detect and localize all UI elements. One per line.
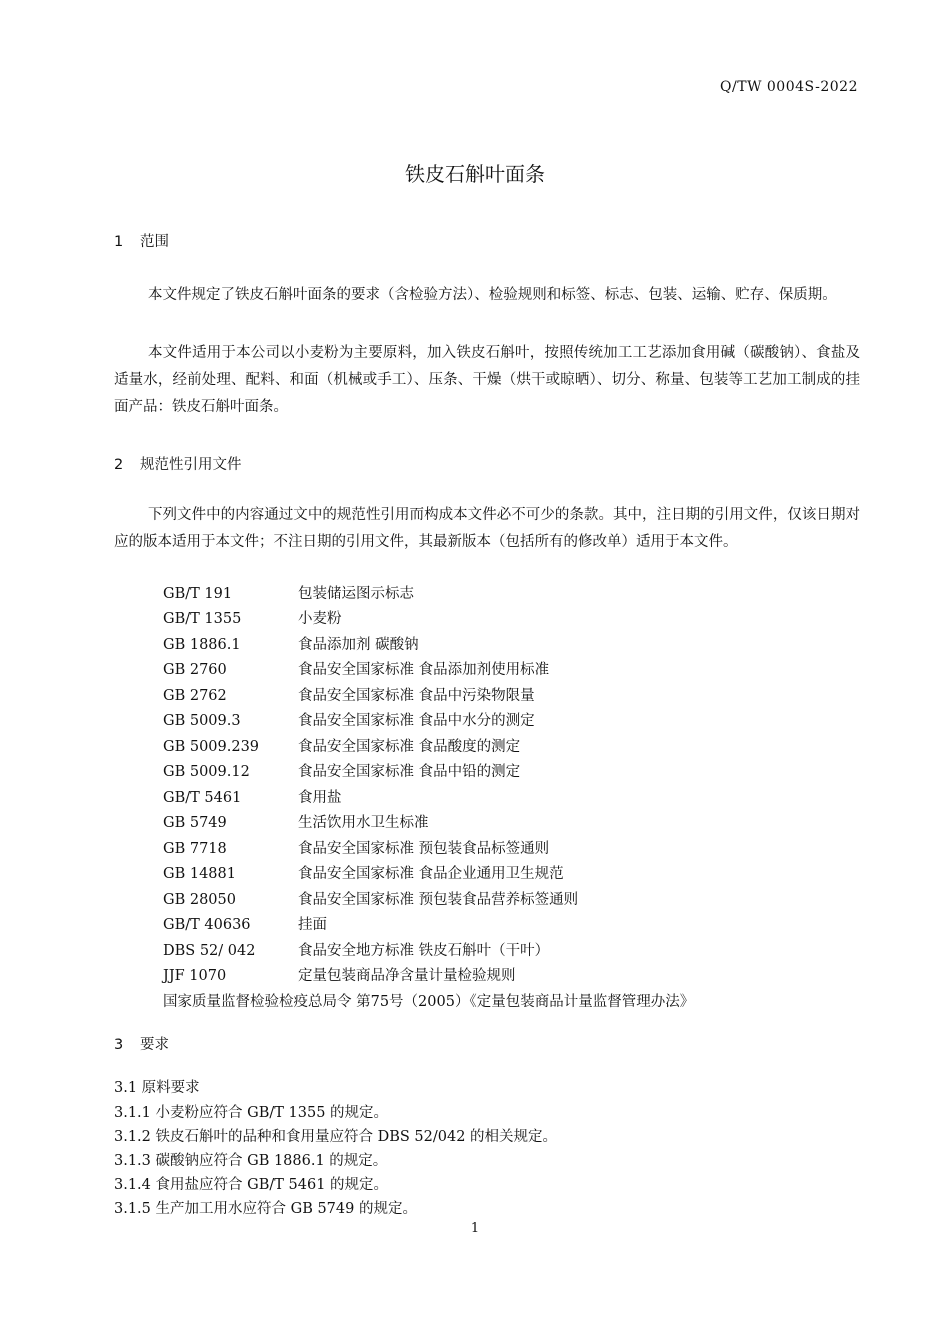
reference-code: GB 5009.3 — [163, 713, 241, 729]
requirement-item: 3.1.2 铁皮石斛叶的品种和食用量应符合 DBS 52/042 的相关规定。 — [114, 1129, 558, 1145]
scope-paragraph-2: 本文件适用于本公司以小麦粉为主要原料，加入铁皮石斛叶，按照传统加工工艺添加食用碱（碳酸钠）、食盐及适量水，经前处理、配料、和面（机械或手工）、压条、干燥（烘干或晾晒）、切分、称量、包装等工艺加工制成的挂面产品：铁皮石斛叶面条。 — [114, 345, 860, 415]
reference-code: GB 28050 — [163, 892, 236, 908]
reference-code: GB 7718 — [163, 841, 227, 857]
reference-title: 食品安全国家标准 食品中铅的测定 — [298, 764, 521, 780]
section-3-heading — [114, 1033, 169, 1054]
section-1-heading — [114, 230, 169, 251]
reference-code: DBS 52/ 042 — [163, 943, 256, 959]
reference-code: GB/T 5461 — [163, 790, 242, 806]
reference-code: GB 2760 — [163, 662, 227, 678]
reference-code: GB 5009.239 — [163, 739, 260, 755]
requirement-item: 3.1.4 食用盐应符合 GB/T 5461 的规定。 — [114, 1177, 389, 1193]
reference-title: 食品安全国家标准 食品中污染物限量 — [298, 688, 535, 704]
page-number: 1 — [470, 1221, 480, 1236]
reference-row — [163, 684, 535, 704]
reference-row — [163, 837, 549, 857]
requirement-item: 3.1.1 小麦粉应符合 GB/T 1355 的规定。 — [114, 1105, 389, 1121]
section-title: 要求 — [140, 1037, 169, 1053]
scope-paragraph-1: 本文件规定了铁皮石斛叶面条的要求（含检验方法）、检验规则和标签、标志、包装、运输、贮存、保质期。 — [148, 287, 837, 303]
section-2-heading — [114, 453, 242, 474]
reference-title: 食品安全国家标准 预包装食品营养标签通则 — [298, 892, 579, 908]
reference-title: 挂面 — [298, 917, 327, 933]
reference-title: 食品安全国家标准 食品企业通用卫生规范 — [298, 866, 564, 882]
section-number: 3 — [114, 1037, 124, 1053]
reference-code: GB/T 191 — [163, 586, 233, 602]
section-number: 1 — [114, 234, 124, 250]
requirement-item: 3.1.5 生产加工用水应符合 GB 5749 的规定。 — [114, 1201, 417, 1217]
reference-row — [163, 735, 520, 755]
reference-row — [163, 582, 414, 602]
reference-code: GB 5749 — [163, 815, 227, 831]
reference-code: GB 14881 — [163, 866, 236, 882]
reference-title: 食品安全国家标准 食品中水分的测定 — [298, 713, 535, 729]
reference-title: 生活饮用水卫生标准 — [298, 815, 429, 831]
reference-row — [163, 913, 327, 933]
reference-title: 食品安全地方标准 铁皮石斛叶（干叶） — [298, 943, 550, 959]
references-intro: 下列文件中的内容通过文中的规范性引用而构成本文件必不可少的条款。其中，注日期的引用文件，仅该日期对应的版本适用于本文件；不注日期的引用文件，其最新版本（包括所有的修改单）适用于本文件。 — [114, 507, 860, 550]
reference-row — [163, 760, 520, 780]
reference-code: GB 1886.1 — [163, 637, 241, 653]
reference-row — [163, 964, 516, 984]
section-title: 规范性引用文件 — [140, 457, 242, 473]
document-title: 铁皮石斛叶面条 — [405, 162, 545, 186]
reference-row — [163, 709, 535, 729]
reference-title: 定量包装商品净含量计量检验规则 — [298, 968, 516, 984]
reference-code: GB 5009.12 — [163, 764, 250, 780]
section-number: 2 — [114, 457, 124, 473]
reference-title: 食品安全国家标准 食品添加剂使用标准 — [298, 662, 550, 678]
reference-row — [163, 939, 549, 959]
reference-title: 食品添加剂 碳酸钠 — [298, 637, 419, 653]
reference-code: GB/T 1355 — [163, 611, 242, 627]
reference-title: 食品安全国家标准 食品酸度的测定 — [298, 739, 521, 755]
reference-title: 包装储运图示标志 — [298, 586, 414, 602]
document-code: Q/TW 0004S-2022 — [720, 79, 858, 95]
requirement-item: 3.1 原料要求 — [114, 1080, 200, 1096]
reference-row — [163, 862, 564, 882]
reference-title: 小麦粉 — [298, 611, 342, 627]
reference-title: 食用盐 — [298, 790, 342, 806]
reference-title: 食品安全国家标准 预包装食品标签通则 — [298, 841, 550, 857]
requirement-item: 3.1.3 碳酸钠应符合 GB 1886.1 的规定。 — [114, 1153, 388, 1169]
reference-extra: 国家质量监督检验检疫总局令 第75号（2005）《定量包装商品计量监督管理办法》 — [163, 994, 695, 1010]
reference-code: GB 2762 — [163, 688, 227, 704]
reference-code: GB/T 40636 — [163, 917, 251, 933]
section-title: 范围 — [140, 234, 169, 250]
reference-row — [163, 658, 549, 678]
reference-code: JJF 1070 — [163, 968, 227, 984]
reference-row — [163, 888, 578, 908]
reference-row — [163, 633, 419, 653]
reference-row — [163, 811, 429, 831]
reference-row — [163, 607, 342, 627]
reference-row — [163, 786, 342, 806]
